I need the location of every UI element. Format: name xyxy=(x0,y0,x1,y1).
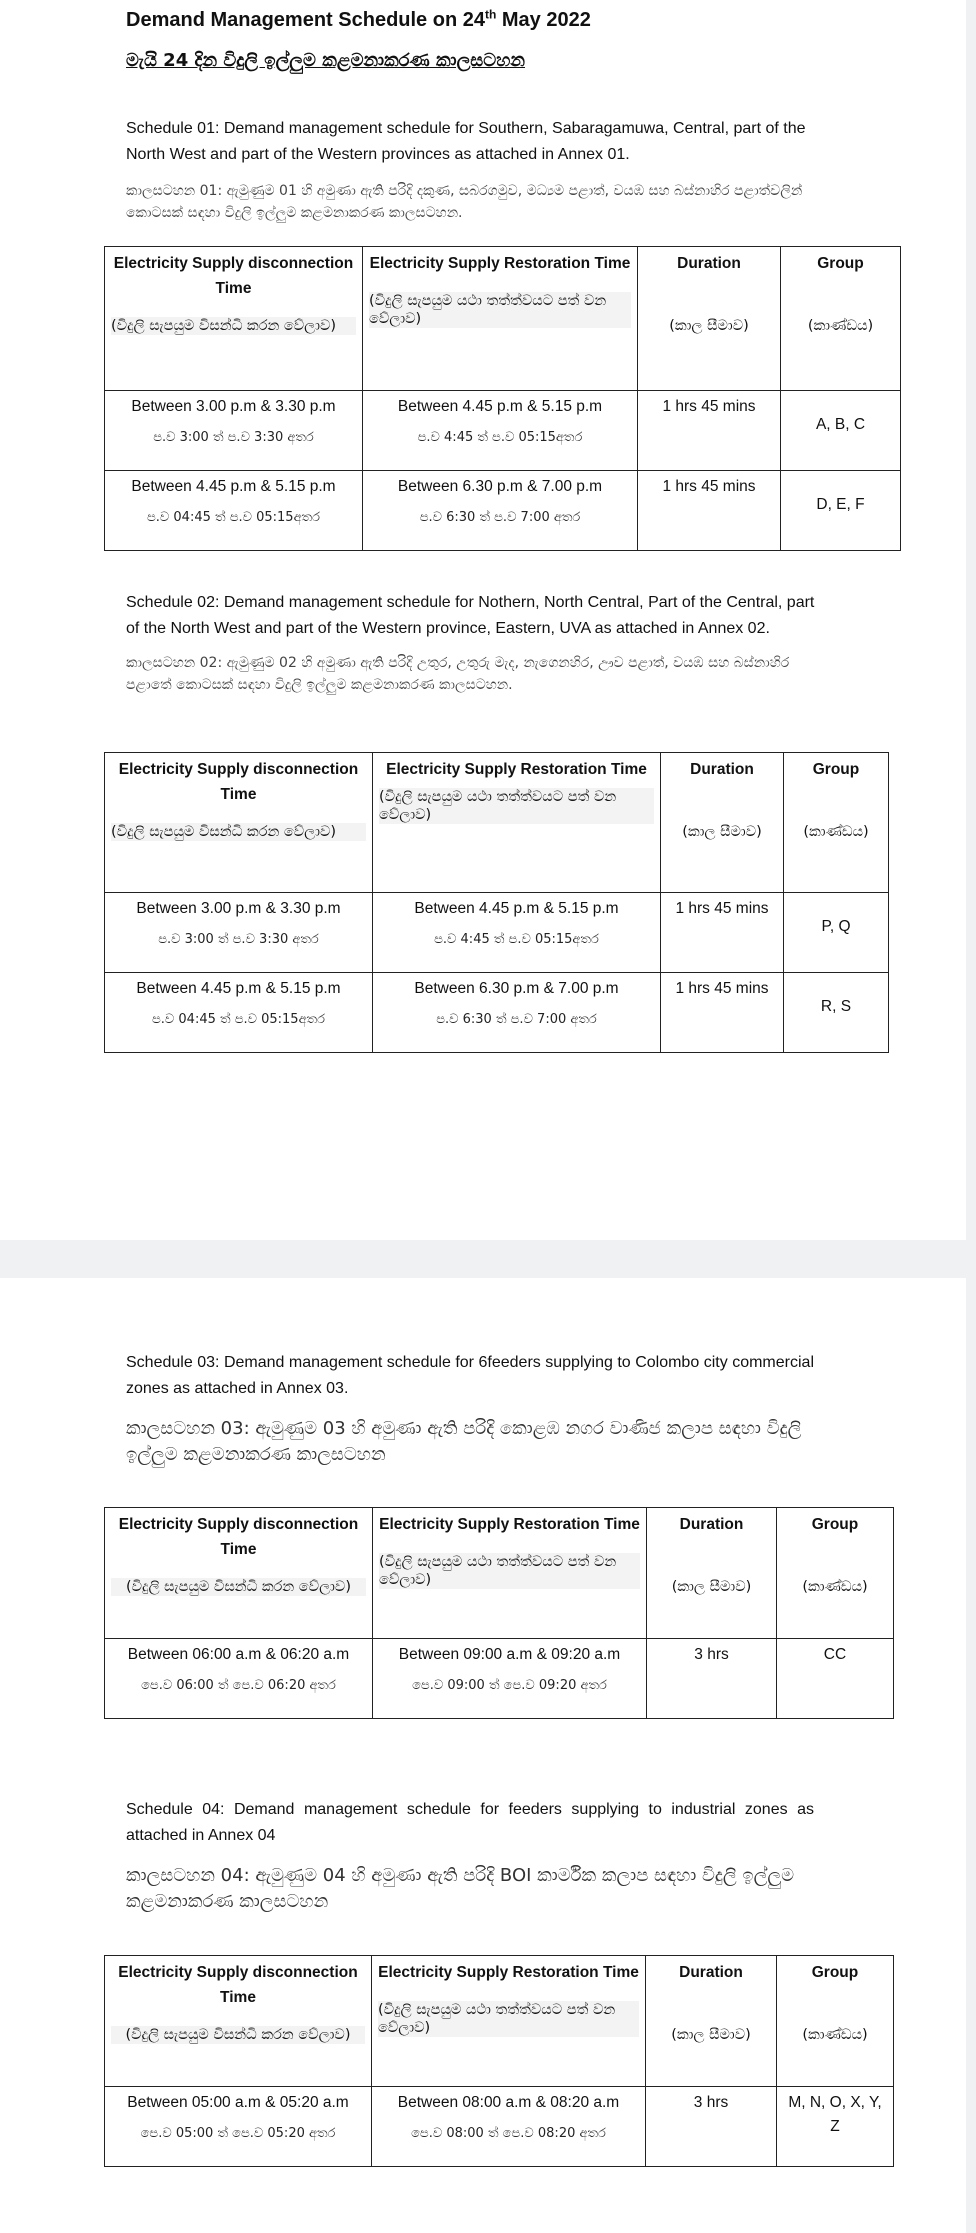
cell-text: Between 09:00 a.m & 09:20 a.m xyxy=(398,1646,621,1663)
table-row xyxy=(105,391,901,471)
header-restoration xyxy=(363,247,638,391)
cell-text: 1 hrs 45 mins xyxy=(662,398,756,415)
cell-text: Between 08:00 a.m & 08:20 a.m xyxy=(397,2094,620,2111)
schedule-03-desc-si: කාලසටහන 03: ඇමුණුම 03 හි අමුණා ඇති පරිදි කොළඹ නගර වාණිජ කලාප සඳහා විදුලි ඉල්ලුම කළමනාකරණ කාලසටහන xyxy=(126,1418,802,1465)
table-header-row xyxy=(105,1508,894,1639)
header-duration xyxy=(646,1956,777,2087)
restoration-cell xyxy=(373,1639,647,1719)
header-label-si: (කාල සීමාව) xyxy=(671,1579,752,1595)
schedule-02-desc-si: කාලසටහන 02: ඇමුණුම 02 හි අමුණා ඇති පරිදි උතුර, උතුරු මැද, නැගෙනහිර, ඌව පළාත්, වයඹ සහ බස්නාහිර පළාතේ කොටසක් සඳහා විදුලි ඉල්ලුම කළමනාකරණ කාලසටහන. xyxy=(126,655,790,693)
header-label-si: (විදුලි සැපයුම විසන්ධි කරන වේලාව) xyxy=(111,1578,366,1596)
restoration-cell xyxy=(373,893,661,973)
schedule-02-desc-en: Schedule 02: Demand management schedule for Nothern, North Central, Part of the Central, part of the North West and part of the Western province, Eastern, UVA as attached in Annex 02. xyxy=(126,594,815,637)
restoration-cell xyxy=(372,2087,646,2167)
cell-text-si: පෙ.ව 08:00 ත් පෙ.ව 08:20 අතර xyxy=(411,2126,606,2141)
header-label: Electricity Supply Restoration Time xyxy=(378,1964,639,1981)
cell-text-si: පෙ.ව 06:00 ත් පෙ.ව 06:20 අතර xyxy=(141,1678,336,1693)
header-group xyxy=(781,247,901,391)
cell-text: M, N, O, X, Y, Z xyxy=(788,2094,882,2135)
group-cell xyxy=(784,973,889,1053)
header-label: Electricity Supply disconnection Time xyxy=(113,255,354,297)
header-label: Electricity Supply disconnection Time xyxy=(118,1516,359,1558)
disconnection-cell xyxy=(105,893,373,973)
table-row xyxy=(105,1639,894,1719)
restoration-cell xyxy=(363,391,638,471)
table-row xyxy=(105,2087,894,2167)
cell-text: P, Q xyxy=(821,918,851,935)
cell-text: 1 hrs 45 mins xyxy=(675,980,769,997)
cell-text: Between 3.00 p.m & 3.30 p.m xyxy=(131,398,336,415)
restoration-cell xyxy=(363,471,638,551)
schedule-02-table xyxy=(104,752,889,1053)
header-restoration xyxy=(373,753,661,893)
cell-text-si: ප.ව 4:45 ත් ප.ව 05:15අතර xyxy=(434,932,599,947)
header-label-si: (විදුලි සැපයුම යථා තත්ත්වයට පත් වන වේලාව) xyxy=(369,292,631,328)
header-duration xyxy=(661,753,784,893)
header-label-si: (විදුලි සැපයුම යථා තත්ත්වයට පත් වන වේලාව) xyxy=(379,1553,640,1589)
schedule-04-desc-si: කාලසටහන 04: ඇමුණුම 04 හි අමුණා ඇති පරිදි BOI කාර්මික කලාප සඳහා විදුලි ඉල්ලුම කළමනාකරණ කාලසටහන xyxy=(126,1865,795,1912)
disconnection-cell xyxy=(105,1639,373,1719)
schedule-04-table xyxy=(104,1955,894,2167)
schedule-01-description xyxy=(126,116,822,224)
cell-text: 3 hrs xyxy=(694,1646,729,1663)
duration-cell xyxy=(647,1639,777,1719)
schedule-01-desc-en: Schedule 01: Demand management schedule for Southern, Sabaragamuwa, Central, part of the North West and part of the Western provinces as attached in Annex 01. xyxy=(126,120,806,163)
schedule-03-table xyxy=(104,1507,894,1719)
cell-text-si: පෙ.ව 09:00 ත් පෙ.ව 09:20 අතර xyxy=(412,1678,607,1693)
header-label: Electricity Supply Restoration Time xyxy=(386,761,647,778)
schedule-01-desc-si: කාලසටහන 01: ඇමුණුම 01 හි අමුණා ඇති පරිදි දකුණ, සබරගමුව, මධ්‍යම පළාත්, වයඹ සහ බස්නාහිර පළාත්වලින් කොටසක් සඳහා විදුලි ඉල්ලුම කළමනාකරණ කාලසටහන. xyxy=(126,183,803,221)
cell-text: Between 6.30 p.m & 7.00 p.m xyxy=(397,478,603,495)
cell-text-si: ප.ව 4:45 ත් ප.ව 05:15අතර xyxy=(417,430,583,445)
header-duration xyxy=(647,1508,777,1639)
header-label: Group xyxy=(812,761,860,778)
cell-text-si: ප.ව 3:00 ත් ප.ව 3:30 අතර xyxy=(158,932,319,947)
header-label: Duration xyxy=(679,1964,743,1981)
header-label: Duration xyxy=(677,255,741,272)
table-header-row xyxy=(105,1956,894,2087)
header-label: Group xyxy=(811,1964,859,1981)
header-label-si: (කාල සීමාව) xyxy=(682,824,762,840)
header-label-si: (කාණ්ඩය) xyxy=(807,318,874,334)
page-title: Demand Management Schedule on 24th May 2022 xyxy=(126,7,591,31)
header-label-si: (කාණ්ඩය) xyxy=(803,824,869,840)
cell-text: Between 4.45 p.m & 5.15 p.m xyxy=(131,478,336,495)
cell-text-si: ප.ව 04:45 ත් ප.ව 05:15අතර xyxy=(147,510,320,525)
cell-text-si: ප.ව 6:30 ත් ප.ව 7:00 අතර xyxy=(436,1012,597,1027)
header-label: Duration xyxy=(690,761,754,778)
schedule-03-description xyxy=(126,1350,814,1468)
cell-text: R, S xyxy=(820,998,852,1015)
disconnection-cell xyxy=(105,391,363,471)
cell-text: Between 05:00 a.m & 05:20 a.m xyxy=(127,2094,349,2111)
header-group xyxy=(777,1508,894,1639)
table-header-row xyxy=(105,247,901,391)
header-label-si: (විදුලි සැපයුම විසන්ධි කරන වේලාව) xyxy=(111,317,356,335)
duration-cell xyxy=(661,973,784,1053)
table-row xyxy=(105,471,901,551)
header-label-si: (විදුලි සැපයුම විසන්ධි කරන වේලාව) xyxy=(111,823,366,841)
header-label-si: (විදුලි සැපයුම විසන්ධි කරන වේලාව) xyxy=(111,2026,365,2044)
table-row xyxy=(105,973,889,1053)
header-label: Electricity Supply disconnection Time xyxy=(118,1964,358,2006)
cell-text: A, B, C xyxy=(815,416,866,433)
table-row xyxy=(105,893,889,973)
cell-text-si: පෙ.ව 05:00 ත් පෙ.ව 05:20 අතර xyxy=(140,2126,336,2141)
cell-text: D, E, F xyxy=(816,496,865,513)
cell-text: CC xyxy=(823,1646,847,1663)
document-page-2 xyxy=(0,1278,966,2233)
header-disconnection xyxy=(105,753,373,893)
table-header-row xyxy=(105,753,889,893)
header-disconnection xyxy=(105,247,363,391)
header-label: Electricity Supply Restoration Time xyxy=(369,255,631,272)
schedule-04-desc-en: Schedule 04: Demand management schedule for feeders supplying to industrial zones as attached in Annex 04 xyxy=(126,1801,814,1844)
schedule-01-table xyxy=(104,246,901,551)
header-disconnection xyxy=(105,1508,373,1639)
header-label-si: (කාල සීමාව) xyxy=(669,318,749,334)
schedule-02-description xyxy=(126,590,822,696)
duration-cell xyxy=(638,471,781,551)
header-restoration xyxy=(372,1956,646,2087)
header-label: Group xyxy=(817,255,864,272)
cell-text: Between 4.45 p.m & 5.15 p.m xyxy=(136,980,341,997)
header-group xyxy=(784,753,889,893)
header-label: Electricity Supply Restoration Time xyxy=(379,1516,640,1533)
header-disconnection xyxy=(105,1956,372,2087)
schedule-04-description xyxy=(126,1797,814,1915)
disconnection-cell xyxy=(105,2087,372,2167)
disconnection-cell xyxy=(105,471,363,551)
header-duration xyxy=(638,247,781,391)
disconnection-cell xyxy=(105,973,373,1053)
group-cell xyxy=(777,2087,894,2167)
header-label-si: (විදුලි සැපයුම යථා තත්ත්වයට පත් වන වේලාව) xyxy=(379,788,654,824)
cell-text: 1 hrs 45 mins xyxy=(662,478,756,495)
cell-text-si: ප.ව 3:00 ත් ප.ව 3:30 අතර xyxy=(153,430,314,445)
schedule-03-desc-en: Schedule 03: Demand management schedule for 6feeders supplying to Colombo city commercial zones as attached in Annex 03. xyxy=(126,1354,814,1397)
header-label-si: (කාල සීමාව) xyxy=(671,2027,751,2043)
cell-text-si: ප.ව 04:45 ත් ප.ව 05:15අතර xyxy=(152,1012,325,1027)
cell-text: Between 4.45 p.m & 5.15 p.m xyxy=(414,900,619,917)
cell-text: Between 06:00 a.m & 06:20 a.m xyxy=(127,1646,350,1663)
document-header xyxy=(126,8,826,71)
header-label-si: (කාණ්ඩය) xyxy=(802,1579,868,1595)
cell-text: 3 hrs xyxy=(693,2094,729,2111)
cell-text: 1 hrs 45 mins xyxy=(675,900,769,917)
page-title-sinhala: මැයි 24 දින විදුලි ඉල්ලුම කළමනාකරණ කාලසටහන xyxy=(126,50,525,71)
duration-cell xyxy=(646,2087,777,2167)
group-cell xyxy=(781,391,901,471)
header-restoration xyxy=(373,1508,647,1639)
cell-text: Between 6.30 p.m & 7.00 p.m xyxy=(414,980,619,997)
cell-text-si: ප.ව 6:30 ත් ප.ව 7:00 අතර xyxy=(419,510,581,525)
group-cell xyxy=(781,471,901,551)
cell-text: Between 4.45 p.m & 5.15 p.m xyxy=(397,398,603,415)
header-label-si: (විදුලි සැපයුම යථා තත්ත්වයට පත් වන වේලාව) xyxy=(378,2001,639,2037)
header-group xyxy=(777,1956,894,2087)
header-label: Duration xyxy=(679,1516,744,1533)
duration-cell xyxy=(661,893,784,973)
duration-cell xyxy=(638,391,781,471)
cell-text: Between 3.00 p.m & 3.30 p.m xyxy=(136,900,341,917)
group-cell xyxy=(784,893,889,973)
header-label: Electricity Supply disconnection Time xyxy=(118,761,359,803)
restoration-cell xyxy=(373,973,661,1053)
header-label-si: (කාණ්ඩය) xyxy=(802,2027,868,2043)
group-cell xyxy=(777,1639,894,1719)
header-label: Group xyxy=(811,1516,859,1533)
